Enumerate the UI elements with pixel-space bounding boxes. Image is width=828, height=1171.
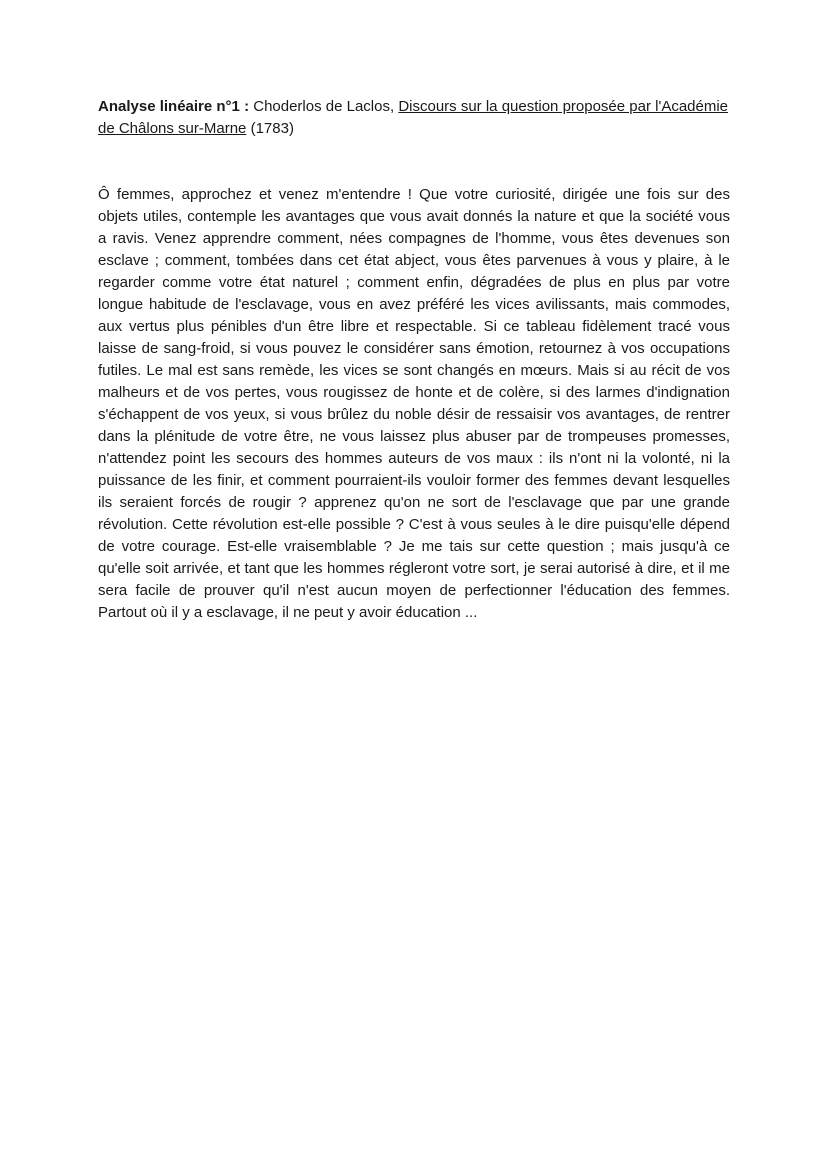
author-name: Choderlos de Laclos,	[249, 98, 399, 115]
publication-year: (1783)	[246, 120, 294, 137]
work-title: Discours sur la question proposée par l'Académie de Châlons sur-Marne	[98, 98, 729, 137]
document-heading	[98, 96, 730, 140]
passage-text: Ô femmes, approchez et venez m'entendre ! Que votre curiosité, dirigée une fois sur des objets utiles, contemple les avantages que vous avait donnés la nature et que la société vous a ravis. Venez apprendre comment, nées compagnes de l'homme, vous êtes devenues son esclave ; comment, tombées dans cet état abject, vous êtes parvenues à vous y plaire, à le regarder comme votre état naturel ; comment enfin, dégradées de plus en plus par votre longue habitude de l'esclavage, vous en avez préféré les vices avilissants, mais commodes, aux vertus plus pénibles d'un être libre et respectable. Si ce tableau fidèlement tracé vous laisse de sang-froid, si vous pouvez le considérer sans émotion, retournez à vos occupations futiles. Le mal est sans remède, les vices se sont changés en mœurs. Mais si au récit de vos malheurs et de vos pertes, vous rougissez de honte et de colère, si des larmes d'indignation s'échappent de vos yeux, si vous brûlez du noble désir de ressaisir vos avantages, de rentrer dans la plénitude de votre être, ne vous laissez plus abuser par de trompeuses promesses, n'attendez point les secours des hommes auteurs de vos maux : ils n'ont ni la volonté, ni la puissance de les finir, et comment pourraient-ils vouloir former des femmes devant lesquelles ils seraient forcés de rougir ? apprenez qu'on ne sort de l'esclavage que par une grande révolution. Cette révolution est-elle possible ? C'est à vous seules à le dire puisqu'elle dépend de votre courage. Est-elle vraisemblable ? Je me tais sur cette question ; mais jusqu'à ce qu'elle soit arrivée, et tant que les hommes régleront votre sort, je serai autorisé à dire, et il me sera facile de prouver qu'il n'est aucun moyen de perfectionner l'éducation des femmes. Partout où il y a esclavage, il ne peut y avoir éducation ...	[98, 186, 730, 621]
analysis-label: Analyse linéaire n°1 :	[98, 98, 250, 115]
document-content	[98, 96, 730, 624]
